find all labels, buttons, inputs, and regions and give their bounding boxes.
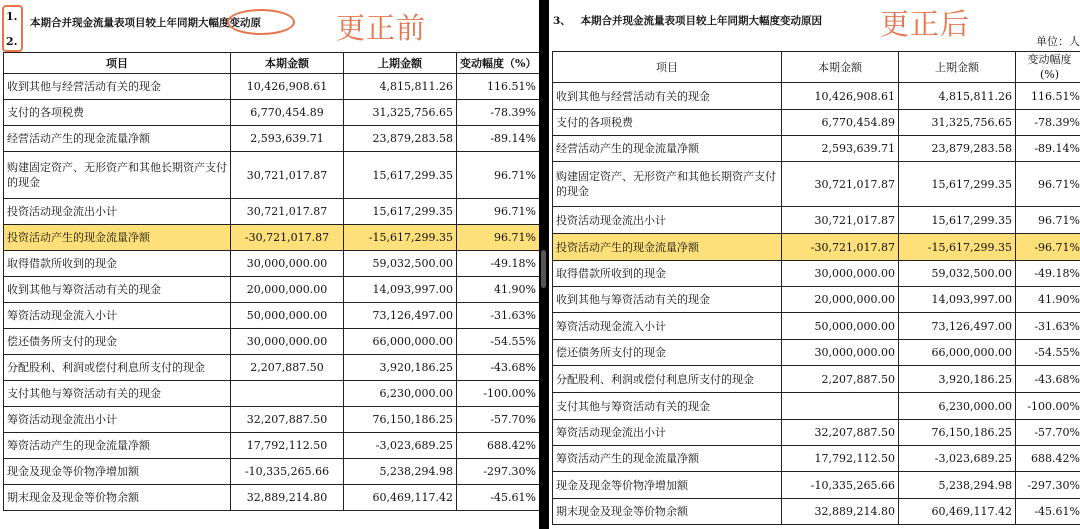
prior-amount-cell: 31,325,756.65: [899, 110, 1016, 136]
current-amount-cell: 32,207,887.50: [782, 420, 899, 446]
prior-amount-cell: 3,920,186.25: [899, 366, 1016, 393]
current-amount-cell: 30,721,017.87: [231, 152, 344, 199]
table-row: [4, 381, 540, 407]
prior-amount-cell: 73,126,497.00: [344, 303, 457, 329]
item-cell: 筹资活动现金流出小计: [553, 420, 782, 446]
change-pct-cell: -43.68%: [457, 355, 540, 381]
change-pct-cell: 116.51%: [457, 74, 540, 100]
prior-amount-cell: 14,093,997.00: [899, 287, 1016, 313]
change-pct-cell: -45.61%: [1016, 499, 1080, 525]
prior-amount-cell: -3,023,689.25: [344, 433, 457, 459]
current-amount-cell: 10,426,908.61: [231, 74, 344, 100]
item-cell: 筹资活动现金流入小计: [4, 303, 231, 329]
item-cell: 收到其他与筹资活动有关的现金: [553, 287, 782, 313]
prior-amount-cell: 66,000,000.00: [344, 329, 457, 355]
current-amount-cell: 50,000,000.00: [782, 313, 899, 340]
table-row: [553, 136, 1080, 162]
item-cell: 期末现金及现金等价物余额: [553, 499, 782, 525]
table-row: [553, 83, 1080, 110]
scrollbar-thumb[interactable]: [541, 250, 546, 288]
annotation-circle: [227, 9, 295, 35]
prior-amount-cell: 76,150,186.25: [899, 420, 1016, 446]
table-row: [4, 225, 540, 251]
table-row: [4, 277, 540, 303]
prior-amount-cell: 5,238,294.98: [899, 472, 1016, 499]
item-cell: 现金及现金等价物净增加额: [4, 459, 231, 485]
col-header-current: 本期金额: [231, 53, 344, 74]
col-header-change: 变动幅度(%): [1016, 52, 1080, 83]
current-amount-cell: 30,721,017.87: [782, 162, 899, 207]
item-cell: 分配股利、利润或偿付利息所支付的现金: [553, 366, 782, 393]
table-row: [4, 485, 540, 511]
item-cell: 筹资活动产生的现金流量净额: [553, 446, 782, 472]
prior-amount-cell: 31,325,756.65: [344, 100, 457, 126]
item-cell: 支付的各项税费: [4, 100, 231, 126]
table-row: [553, 446, 1080, 472]
table-header-row: [4, 53, 540, 74]
current-amount-cell: 30,721,017.87: [231, 199, 344, 225]
prior-amount-cell: 66,000,000.00: [899, 340, 1016, 366]
current-amount-cell: 32,889,214.80: [231, 485, 344, 511]
col-header-change: 变动幅度（%）: [457, 53, 540, 74]
change-pct-cell: 41.90%: [1016, 287, 1080, 313]
table-row: [553, 110, 1080, 136]
change-pct-cell: -49.18%: [457, 251, 540, 277]
change-pct-cell: -100.00%: [1016, 393, 1080, 420]
section-number: 3、: [553, 15, 571, 27]
item-cell: 分配股利、利润或偿付利息所支付的现金: [4, 355, 231, 381]
after-label: 更正后: [880, 7, 971, 41]
current-amount-cell: 30,000,000.00: [231, 329, 344, 355]
col-header-prior: 上期金额: [899, 52, 1016, 83]
change-pct-cell: -31.63%: [1016, 313, 1080, 340]
item-cell: 投资活动现金流出小计: [4, 199, 231, 225]
current-amount-cell: 30,721,017.87: [782, 207, 899, 234]
prior-amount-cell: 6,230,000.00: [344, 381, 457, 407]
item-cell: 现金及现金等价物净增加额: [553, 472, 782, 499]
table-row: [553, 499, 1080, 525]
change-pct-cell: -54.55%: [1016, 340, 1080, 366]
change-pct-cell: -89.14%: [457, 126, 540, 152]
after-table: [552, 51, 1080, 525]
prior-amount-cell: 59,032,500.00: [899, 261, 1016, 287]
change-pct-cell: -297.30%: [1016, 472, 1080, 499]
table-row: [4, 100, 540, 126]
prior-amount-cell: 3,920,186.25: [344, 355, 457, 381]
prior-amount-cell: 23,879,283.58: [344, 126, 457, 152]
change-pct-cell: -31.63%: [457, 303, 540, 329]
item-cell: 支付其他与筹资活动有关的现金: [553, 393, 782, 420]
item-cell: 投资活动现金流出小计: [553, 207, 782, 234]
change-pct-cell: 96.71%: [457, 199, 540, 225]
prior-amount-cell: 5,238,294.98: [344, 459, 457, 485]
before-label: 更正前: [336, 11, 427, 45]
prior-amount-cell: 15,617,299.35: [344, 152, 457, 199]
table-row: [553, 472, 1080, 499]
table-row: [553, 313, 1080, 340]
change-pct-cell: 688.42%: [457, 433, 540, 459]
prior-amount-cell: 60,469,117.42: [899, 499, 1016, 525]
change-pct-cell: -96.71%: [1016, 234, 1080, 261]
change-pct-cell: -89.14%: [1016, 136, 1080, 162]
change-pct-cell: -78.39%: [457, 100, 540, 126]
before-correction-panel: [0, 0, 539, 529]
prior-amount-cell: 4,815,811.26: [344, 74, 457, 100]
current-amount-cell: [782, 393, 899, 420]
item-cell: 收到其他与经营活动有关的现金: [553, 83, 782, 110]
table-row: [4, 251, 540, 277]
table-row: [553, 420, 1080, 446]
current-amount-cell: -30,721,017.87: [782, 234, 899, 261]
current-amount-cell: 2,593,639.71: [782, 136, 899, 162]
current-amount-cell: 20,000,000.00: [782, 287, 899, 313]
current-amount-cell: -10,335,265.66: [231, 459, 344, 485]
table-row: [553, 287, 1080, 313]
item-cell: 筹资活动现金流入小计: [553, 313, 782, 340]
item-cell: 筹资活动产生的现金流量净额: [4, 433, 231, 459]
change-pct-cell: -78.39%: [1016, 110, 1080, 136]
change-pct-cell: -45.61%: [457, 485, 540, 511]
current-amount-cell: 2,207,887.50: [782, 366, 899, 393]
table-row: [4, 329, 540, 355]
item-cell: 投资活动产生的现金流量净额: [553, 234, 782, 261]
change-pct-cell: 96.71%: [1016, 162, 1080, 207]
table-row: [4, 199, 540, 225]
item-cell: 支付的各项税费: [553, 110, 782, 136]
table-row: [4, 152, 540, 199]
prior-amount-cell: 15,617,299.35: [344, 199, 457, 225]
table-row: [553, 234, 1080, 261]
item-cell: 筹资活动现金流出小计: [4, 407, 231, 433]
change-pct-cell: -57.70%: [457, 407, 540, 433]
current-amount-cell: 30,000,000.00: [231, 251, 344, 277]
change-pct-cell: 688.42%: [1016, 446, 1080, 472]
current-amount-cell: 50,000,000.00: [231, 303, 344, 329]
table-row: [553, 207, 1080, 234]
item-cell: 投资活动产生的现金流量净额: [4, 225, 231, 251]
col-header-prior: 上期金额: [344, 53, 457, 74]
current-amount-cell: 30,000,000.00: [782, 261, 899, 287]
col-header-item: 项目: [4, 53, 231, 74]
table-row: [4, 459, 540, 485]
change-pct-cell: 96.71%: [1016, 207, 1080, 234]
prior-amount-cell: 15,617,299.35: [899, 162, 1016, 207]
current-amount-cell: 10,426,908.61: [782, 83, 899, 110]
item-cell: 收到其他与筹资活动有关的现金: [4, 277, 231, 303]
before-heading: 本期合并现金流量表项目较上年同期大幅度变动原: [30, 17, 261, 29]
item-cell: 偿还债务所支付的现金: [4, 329, 231, 355]
table-header-row: [553, 52, 1080, 83]
item-cell: 收到其他与经营活动有关的现金: [4, 74, 231, 100]
item-cell: 支付其他与筹资活动有关的现金: [4, 381, 231, 407]
current-amount-cell: [231, 381, 344, 407]
current-amount-cell: 6,770,454.89: [782, 110, 899, 136]
change-pct-cell: 116.51%: [1016, 83, 1080, 110]
prior-amount-cell: 14,093,997.00: [344, 277, 457, 303]
prior-amount-cell: -15,617,299.35: [344, 225, 457, 251]
current-amount-cell: 32,207,887.50: [231, 407, 344, 433]
prior-amount-cell: 59,032,500.00: [344, 251, 457, 277]
prior-amount-cell: -3,023,689.25: [899, 446, 1016, 472]
change-pct-cell: 41.90%: [457, 277, 540, 303]
change-pct-cell: 96.71%: [457, 152, 540, 199]
prior-amount-cell: 60,469,117.42: [344, 485, 457, 511]
prior-amount-cell: 76,150,186.25: [344, 407, 457, 433]
table-row: [4, 355, 540, 381]
current-amount-cell: 17,792,112.50: [782, 446, 899, 472]
current-amount-cell: 17,792,112.50: [231, 433, 344, 459]
item-cell: 偿还债务所支付的现金: [553, 340, 782, 366]
current-amount-cell: 2,593,639.71: [231, 126, 344, 152]
item-cell: 经营活动产生的现金流量净额: [553, 136, 782, 162]
current-amount-cell: 32,889,214.80: [782, 499, 899, 525]
change-pct-cell: -100.00%: [457, 381, 540, 407]
after-correction-panel: [549, 0, 1080, 529]
current-amount-cell: 6,770,454.89: [231, 100, 344, 126]
prior-amount-cell: -15,617,299.35: [899, 234, 1016, 261]
before-table: [3, 52, 539, 511]
change-pct-cell: -57.70%: [1016, 420, 1080, 446]
item-cell: 经营活动产生的现金流量净额: [4, 126, 231, 152]
current-amount-cell: 30,000,000.00: [782, 340, 899, 366]
table-body: [553, 83, 1080, 525]
table-row: [4, 407, 540, 433]
table-row: [4, 433, 540, 459]
item-cell: 期末现金及现金等价物余额: [4, 485, 231, 511]
table-row: [553, 162, 1080, 207]
item-cell: 取得借款所收到的现金: [4, 251, 231, 277]
prior-amount-cell: 4,815,811.26: [899, 83, 1016, 110]
col-header-item: 项目: [553, 52, 782, 83]
table-body: [4, 74, 540, 511]
table-row: [4, 126, 540, 152]
table-row: [553, 340, 1080, 366]
unit-label: 单位：人: [1036, 35, 1080, 48]
table-row: [553, 393, 1080, 420]
table-row: [553, 366, 1080, 393]
change-pct-cell: -297.30%: [457, 459, 540, 485]
after-heading: [553, 13, 822, 28]
change-pct-cell: 96.71%: [457, 225, 540, 251]
table-row: [4, 74, 540, 100]
change-pct-cell: -54.55%: [457, 329, 540, 355]
current-amount-cell: -10,335,265.66: [782, 472, 899, 499]
change-pct-cell: -49.18%: [1016, 261, 1080, 287]
item-cell: 购建固定资产、无形资产和其他长期资产支付的现金: [553, 162, 782, 207]
col-header-current: 本期金额: [782, 52, 899, 83]
list-marker-1: 1.: [6, 10, 18, 23]
current-amount-cell: 2,207,887.50: [231, 355, 344, 381]
list-marker-2: 2.: [6, 35, 18, 48]
prior-amount-cell: 23,879,283.58: [899, 136, 1016, 162]
current-amount-cell: 20,000,000.00: [231, 277, 344, 303]
prior-amount-cell: 6,230,000.00: [899, 393, 1016, 420]
table-row: [553, 261, 1080, 287]
change-pct-cell: -43.68%: [1016, 366, 1080, 393]
item-cell: 取得借款所收到的现金: [553, 261, 782, 287]
table-row: [4, 303, 540, 329]
prior-amount-cell: 15,617,299.35: [899, 207, 1016, 234]
prior-amount-cell: 73,126,497.00: [899, 313, 1016, 340]
current-amount-cell: -30,721,017.87: [231, 225, 344, 251]
after-heading-text: 本期合并现金流量表项目较上年同期大幅度变动原因: [580, 15, 822, 27]
item-cell: 购建固定资产、无形资产和其他长期资产支付的现金: [4, 152, 231, 199]
